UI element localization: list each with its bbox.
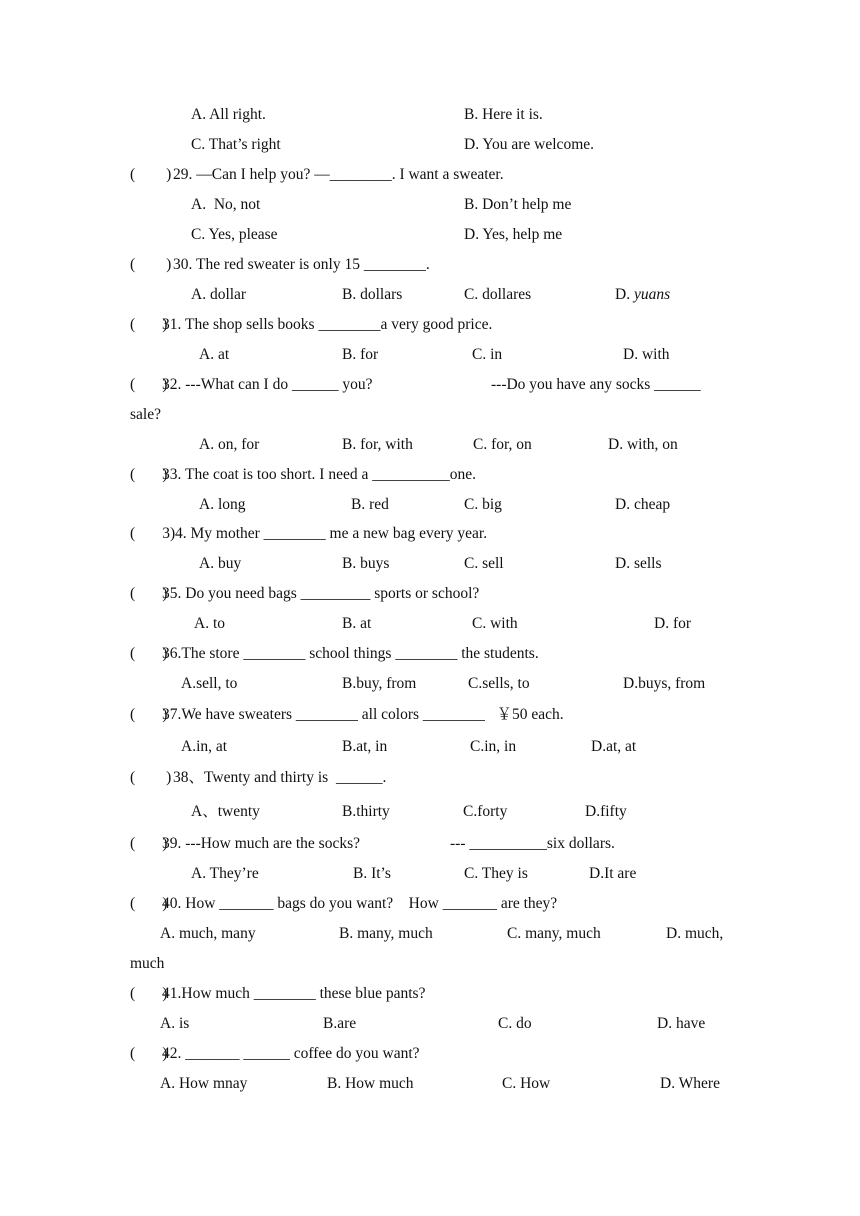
q35-answer-blank[interactable]: ( ) xyxy=(130,585,168,602)
q42-option-c: C. How xyxy=(502,1075,551,1092)
q28-option-b: B. Here it is. xyxy=(464,106,543,123)
q36-answer-blank[interactable]: ( ) xyxy=(130,645,168,662)
q36-option-d: D.buys, from xyxy=(623,675,706,692)
q36-option-a: A.sell, to xyxy=(181,675,238,692)
q39-option-c: C. They is xyxy=(464,865,528,882)
q38-option-b: B.thirty xyxy=(342,803,390,820)
q39-stem-reply: --- __________six dollars. xyxy=(450,835,615,852)
q30-option-a: A. dollar xyxy=(191,286,247,303)
q35-option-c: C. with xyxy=(472,615,518,632)
q31-option-a: A. at xyxy=(199,346,230,363)
q30-option-c: C. dollares xyxy=(464,286,532,303)
q37-stem: 37.We have sweaters ________ all colors ________ ￥50 each. xyxy=(162,706,564,723)
q34-option-d: D. sells xyxy=(615,555,662,572)
q39-option-b: B. It’s xyxy=(353,865,391,882)
q37-option-b: B.at, in xyxy=(342,738,388,755)
q28-option-c: C. That’s right xyxy=(191,136,281,153)
q31-stem: 31. The shop sells books ________a very good price. xyxy=(162,316,493,333)
q29-option-a: A. No, not xyxy=(191,196,261,213)
q38-option-c: C.forty xyxy=(463,803,508,820)
q32-stem-wrap: sale? xyxy=(130,406,161,423)
q38-option-d: D.fifty xyxy=(585,803,627,820)
q42-option-b: B. How much xyxy=(327,1075,414,1092)
q36-stem: 36.The store ________ school things ________ the students. xyxy=(162,645,539,662)
q32-option-c: C. for, on xyxy=(473,436,532,453)
q29-answer-blank[interactable]: ( ) xyxy=(130,166,172,183)
q34-option-a: A. buy xyxy=(199,555,242,572)
q34-answer-blank[interactable]: ( 3) xyxy=(130,525,176,542)
q33-option-c: C. big xyxy=(464,496,502,513)
q29-option-c: C. Yes, please xyxy=(191,226,278,243)
q33-option-a: A. long xyxy=(199,496,246,513)
q28-option-a: A. All right. xyxy=(191,106,266,123)
q37-answer-blank[interactable]: ( ) xyxy=(130,706,168,723)
q36-option-c: C.sells, to xyxy=(468,675,530,692)
q35-stem: 35. Do you need bags _________ sports or school? xyxy=(162,585,480,602)
q30-option-b: B. dollars xyxy=(342,286,403,303)
q33-stem: 33. The coat is too short. I need a __________one. xyxy=(162,466,476,483)
q39-stem: 39. ---How much are the socks? xyxy=(162,835,360,852)
q42-option-d: D. Where xyxy=(660,1075,720,1092)
q40-answer-blank[interactable]: ( ) xyxy=(130,895,168,912)
q42-answer-blank[interactable]: ( ) xyxy=(130,1045,168,1062)
q40-stem: 40. How _______ bags do you want? How _______ are they? xyxy=(162,895,558,912)
q35-option-d: D. for xyxy=(654,615,692,632)
q31-option-d: D. with xyxy=(623,346,670,363)
q28-option-d: D. You are welcome. xyxy=(464,136,595,153)
q41-option-a: A. is xyxy=(160,1015,190,1032)
q34-option-b: B. buys xyxy=(342,555,390,572)
q41-answer-blank[interactable]: ( ) xyxy=(130,985,168,1002)
q38-answer-blank[interactable]: ( ) xyxy=(130,769,172,786)
q32-stem: 32. ---What can I do ______ you? xyxy=(162,376,373,393)
q34-stem: 4. My mother ________ me a new bag every year. xyxy=(175,525,488,542)
q40-option-d: D. much, xyxy=(666,925,724,942)
q41-option-c: C. do xyxy=(498,1015,532,1032)
q42-option-a: A. How mnay xyxy=(160,1075,248,1092)
q40-option-a: A. much, many xyxy=(160,925,256,942)
q41-option-b: B.are xyxy=(323,1015,357,1032)
q32-option-b: B. for, with xyxy=(342,436,413,453)
q32-stem-reply: ---Do you have any socks ______ xyxy=(491,376,701,393)
q31-option-c: C. in xyxy=(472,346,503,363)
q38-option-a: A、twenty xyxy=(191,803,260,820)
q39-option-d: D.It are xyxy=(589,865,637,882)
q30-answer-blank[interactable]: ( ) xyxy=(130,256,172,273)
q33-option-b: B. red xyxy=(351,496,389,513)
q30-stem: 30. The red sweater is only 15 ________. xyxy=(173,256,430,273)
q40-option-d-wrap: much xyxy=(130,955,165,972)
q40-option-b: B. many, much xyxy=(339,925,433,942)
q34-option-c: C. sell xyxy=(464,555,504,572)
q37-option-d: D.at, at xyxy=(591,738,637,755)
q32-option-d: D. with, on xyxy=(608,436,678,453)
q39-option-a: A. They’re xyxy=(191,865,259,882)
q30-option-d: D. yuans xyxy=(615,286,671,303)
q29-option-b: B. Don’t help me xyxy=(464,196,572,213)
q41-option-d: D. have xyxy=(657,1015,706,1032)
q29-stem: 29. —Can I help you? —________. I want a sweater. xyxy=(173,166,504,183)
q38-stem: 38、Twenty and thirty is ______. xyxy=(173,769,387,786)
q33-answer-blank[interactable]: ( ) xyxy=(130,466,168,483)
q37-option-a: A.in, at xyxy=(181,738,228,755)
q36-option-b: B.buy, from xyxy=(342,675,417,692)
q33-option-d: D. cheap xyxy=(615,496,671,513)
q32-option-a: A. on, for xyxy=(199,436,260,453)
q32-answer-blank[interactable]: ( ) xyxy=(130,376,168,393)
q31-option-b: B. for xyxy=(342,346,379,363)
q35-option-a: A. to xyxy=(194,615,225,632)
q39-answer-blank[interactable]: ( ) xyxy=(130,835,168,852)
q35-option-b: B. at xyxy=(342,615,372,632)
q40-option-c: C. many, much xyxy=(507,925,601,942)
q31-answer-blank[interactable]: ( ) xyxy=(130,316,168,333)
q42-stem: 42. _______ ______ coffee do you want? xyxy=(162,1045,420,1062)
q41-stem: 41.How much ________ these blue pants? xyxy=(162,985,426,1002)
q37-option-c: C.in, in xyxy=(470,738,517,755)
q29-option-d: D. Yes, help me xyxy=(464,226,563,243)
